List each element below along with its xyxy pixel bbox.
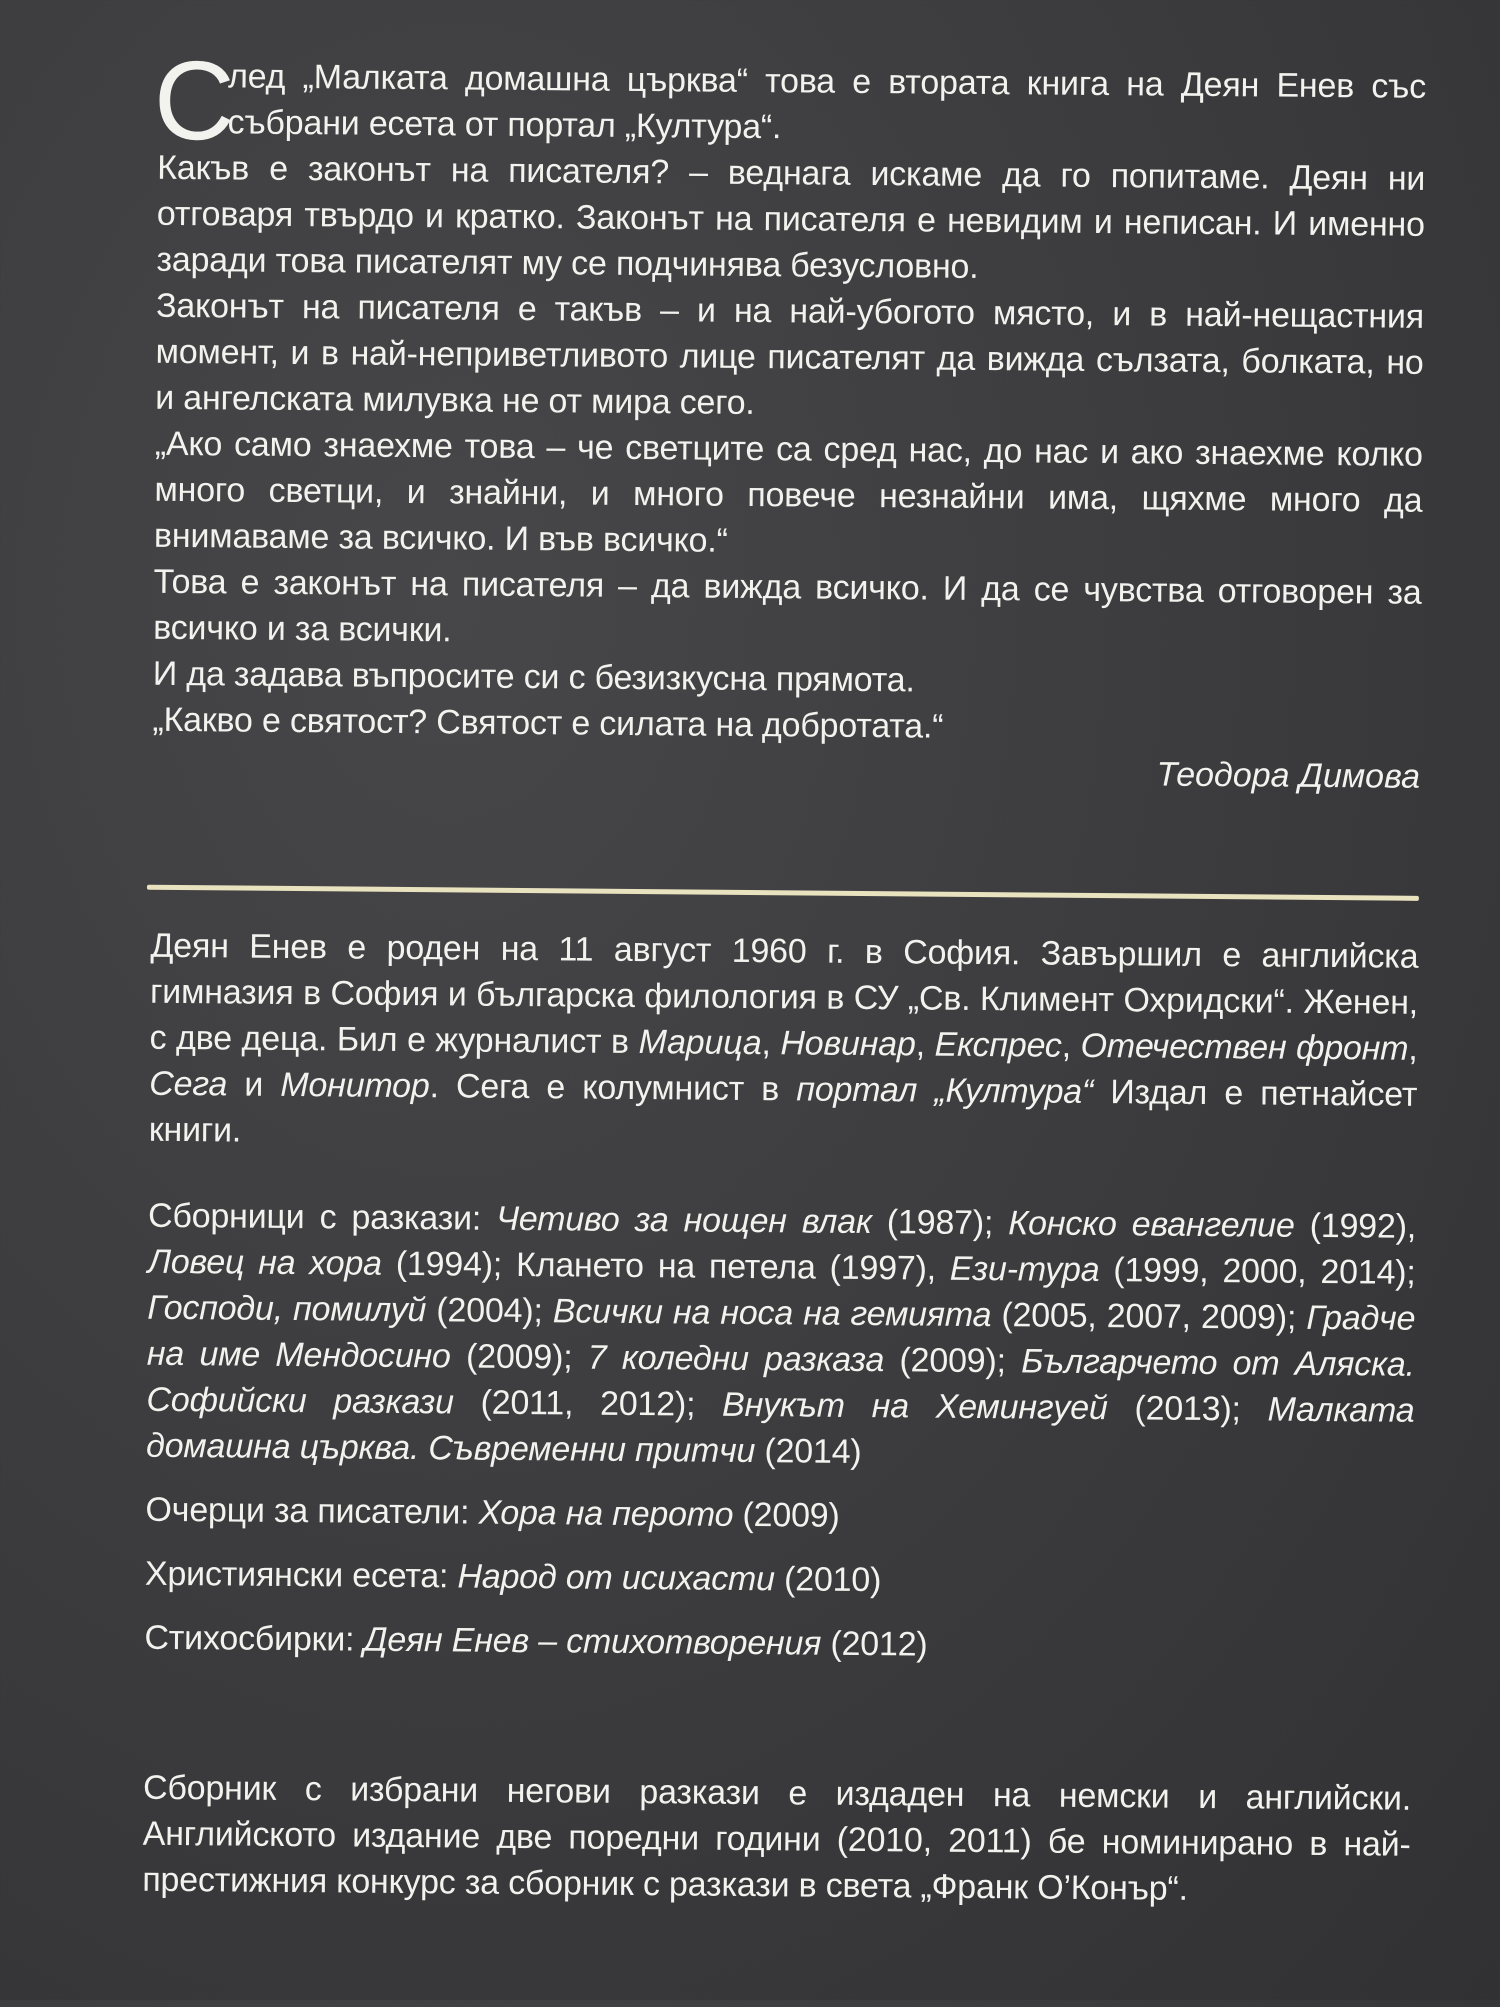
media-name: Сега xyxy=(149,1064,228,1104)
blurb-paragraph-3: Законът на писателя е такъв – и на най-убогото място, и в най-нещастния момент, и в най-неприветливото лице писателят да вижда сълзата, болката, но и ангелската милувка не от мира сего. xyxy=(155,286,1425,423)
bio-text: Деян Енев е роден на 11 август 1960 г. в София. Завършил е английска гимназия в София и българска филология в СУ „Св. Климент Охридски“. Женен, с две деца. Бил е журналист в xyxy=(149,926,1419,1062)
bio-text: , xyxy=(915,1025,935,1064)
book-title: Хора на перото xyxy=(478,1493,734,1534)
book-years: (1992), xyxy=(1294,1206,1417,1246)
story-collections-list xyxy=(146,1200,1416,1471)
category-label: Очерци за писатели: xyxy=(145,1490,479,1532)
essays-on-writers xyxy=(145,1487,1413,1544)
book-years: (2005, 2007, 2009); xyxy=(991,1296,1307,1337)
book-title: Ловец на хора xyxy=(147,1242,383,1283)
book-title: Деян Енев – стихотворения xyxy=(363,1620,822,1663)
book-years: (2014) xyxy=(755,1432,862,1471)
drop-cap: С xyxy=(153,37,236,164)
book-title: Всички на носа на гемията xyxy=(552,1292,992,1335)
bio-paragraph xyxy=(149,923,1419,1164)
media-name: Монитор xyxy=(280,1065,430,1106)
category-label: Християнски есета: xyxy=(144,1554,458,1596)
poetry-collections xyxy=(144,1615,1412,1672)
book-years: (2012) xyxy=(821,1624,928,1664)
christian-essays xyxy=(145,1551,1413,1608)
book-years: (2009); xyxy=(450,1337,588,1377)
book-title: Внукът на Хемингуей xyxy=(721,1385,1108,1428)
blurb-signature: Теодора Димова xyxy=(1156,755,1421,796)
book-title: Ези-тура xyxy=(949,1249,1100,1290)
blurb-paragraph-2: Какъв е законът на писателя? – веднага искаме да го попитаме. Деян ни отговаря твърдо и кратко. Законът на писателя е невидим и неписан. И именно заради това писателят му се подчинява безусловно. xyxy=(156,148,1426,286)
blurb-closing-quote: „Какво е святост? Святост е силата на добротата.“ xyxy=(152,700,944,746)
blurb-paragraph-1: лед „Малката домашна църква“ това е втората книга на Деян Енев със събрани есета от портал „Култура“. xyxy=(227,57,1427,147)
category-label: Стихосбирки: xyxy=(144,1618,364,1659)
media-name: портал „Култура“ xyxy=(796,1070,1094,1111)
story-collections xyxy=(146,1193,1416,1480)
book-years: (1987); xyxy=(871,1203,1009,1243)
book-years: (1999, 2000, 2014); xyxy=(1099,1251,1416,1292)
translations-section xyxy=(142,1765,1411,1914)
book-title: Градче на име Мендосино xyxy=(146,1298,1416,1376)
blurb-section xyxy=(152,37,1427,800)
media-name: Марица xyxy=(638,1023,762,1063)
book-title: Малката домашна църква. Съвременни притчи xyxy=(145,1390,1415,1471)
bio-text: Издал е петнайсет книги. xyxy=(148,1072,1418,1150)
bio-text: , xyxy=(761,1024,781,1063)
media-name: Експрес xyxy=(934,1025,1062,1065)
bio-text: , xyxy=(1408,1029,1418,1068)
book-title: Българчето от Аляска. Софийски разкази xyxy=(146,1342,1416,1422)
blurb-quote: „Ако само знаехме това – че светците са сред нас, до нас и ако знаехме колко много светци, и знайни, и много повече незнайни има, щяхме много да внимаваме за всичко. И във всичко.“ xyxy=(153,424,1423,560)
book-years: (2010) xyxy=(774,1560,882,1600)
blurb-paragraph-6: И да задава въпросите си с безизкусна прямота. xyxy=(152,654,915,700)
media-name: Отечествен фронт xyxy=(1080,1026,1409,1068)
book-years: (2013); xyxy=(1107,1389,1268,1429)
book-years: (2009) xyxy=(733,1495,840,1535)
book-title: Господи, помилуй xyxy=(147,1288,427,1330)
bio-text: . Сега е колумнист в xyxy=(429,1067,797,1109)
book-years: Клането на петела (1997), xyxy=(515,1245,951,1288)
translations-paragraph: Сборник с избрани негови разкази е издаден на немски и английски. Английското издание две поредни години (2010, 2011) бе номинирано в най-престижния конкурс за сборник с разкази в света „Франк О’Конър“. xyxy=(142,1768,1412,1908)
bio-text: и xyxy=(227,1065,281,1104)
book-title: 7 коледни разказа xyxy=(587,1338,885,1380)
book-years: (2004); xyxy=(426,1291,554,1331)
book-title: Четиво за нощен влак xyxy=(496,1199,872,1242)
bibliography xyxy=(144,1193,1416,1690)
bio-text: , xyxy=(1061,1026,1081,1065)
blurb-paragraph-5: Това е законът на писателя – да вижда всичко. И да се чувства отговорен за всичко и за всички. xyxy=(153,562,1422,650)
media-name: Новинар xyxy=(780,1024,916,1064)
opening-paragraph xyxy=(153,37,1427,164)
book-title: Конско евангелие xyxy=(1008,1204,1295,1245)
author-bio xyxy=(149,923,1419,1164)
book-years: (1994); xyxy=(381,1244,517,1284)
category-label: Сборници с разкази: xyxy=(147,1196,497,1238)
divider-line xyxy=(147,885,1419,901)
book-title: Народ от исихасти xyxy=(457,1557,776,1599)
book-years: (2009); xyxy=(883,1341,1022,1381)
book-years: (2011, 2012); xyxy=(453,1383,723,1424)
